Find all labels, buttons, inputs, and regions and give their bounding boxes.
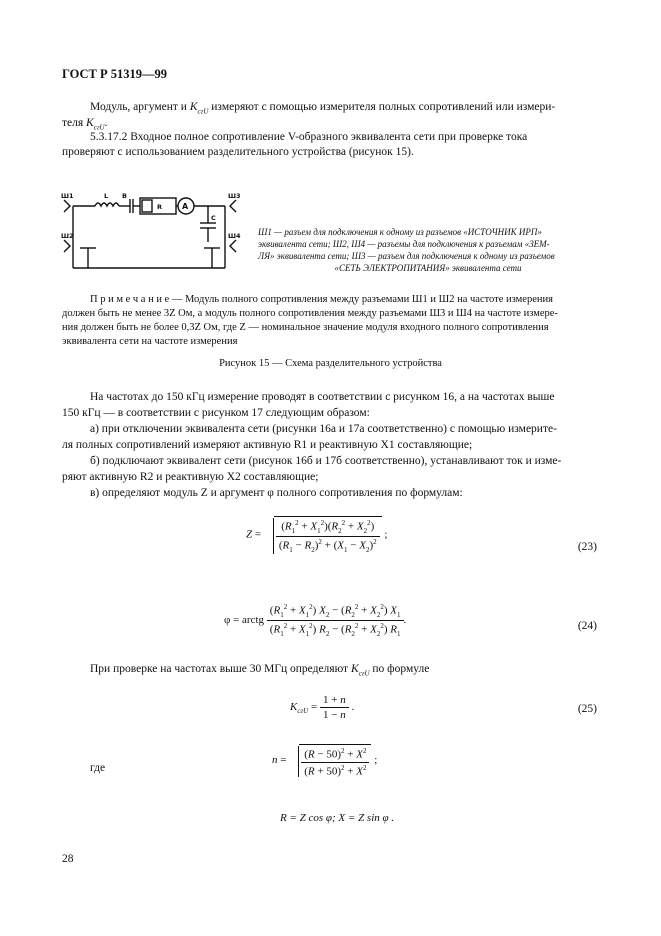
- body-line-3: а) при отключении эквивалента сети (рисунки 16а и 17а соответственно) с помощью измерите-: [90, 423, 557, 435]
- label-sh4: Ш4: [228, 232, 241, 240]
- equation-24: φ = arctg $\frac{(R_1^2 + X_1^2) X_2 - (R_2^2 + X_2^2) X_1}{(R_1^2 + X_1^2) R_2 - (R_2^2 + X_2^2) R_1}$ .: [224, 603, 407, 638]
- equation-25-number: (25): [577, 703, 597, 715]
- equation-25: $K_{сгU}$ = $\frac{1 + n}{1 - n}$ .: [290, 694, 355, 721]
- above30-line: [90, 661, 429, 681]
- body-line-2: 150 кГц — в соответствии с рисунком 17 следующим образом:: [62, 407, 370, 419]
- k-symbol-2: K: [86, 117, 94, 129]
- k-symbol: K: [189, 101, 198, 113]
- body-line-7: в) определяют модуль Z и аргумент φ полного сопротивления по формулам:: [90, 487, 463, 499]
- equation-23-number: (23): [577, 541, 597, 553]
- label-capacitor: C: [211, 214, 216, 222]
- note-line-3: ния должен быть не более 0,3Z Ом, где Z — номинальное значение модуля входного полного сопротивления: [62, 322, 549, 333]
- k-symbol-3: K: [350, 663, 359, 675]
- eq24-lhs: φ = arctg: [224, 613, 265, 626]
- note-line-1: П р и м е ч а н и е — Модуль полного сопротивления между разъемами Ш1 и Ш2 на частоте измерения: [90, 294, 553, 305]
- intro-text-4: .: [104, 117, 108, 129]
- legend-line-2: эквивалента сети; Ш2, Ш4 — разъемы для подключения к разъемам «ЗЕМ-: [258, 239, 550, 249]
- body-paragraph: [62, 389, 599, 501]
- k-subscript-2: сгU: [93, 123, 105, 132]
- intro-text-2: измеряют с помощью измерителя полных сопротивлений или измери-: [208, 101, 556, 113]
- intro-text-1: Модуль, аргумент и: [90, 101, 190, 113]
- k-subscript-3: сгU: [358, 669, 370, 678]
- label-B: B: [122, 192, 127, 200]
- above30-text: При проверке на частотах выше 30 МГц определяют: [90, 663, 349, 675]
- equation-n: n = $\frac{(R - 50)^2 + X^2}{(R + 50)^2 + X^2}$ ;: [272, 744, 377, 777]
- body-line-5: б) подключают эквивалент сети (рисунок 16б и 17б соответственно), устанавливают ток и изме-: [90, 455, 562, 467]
- equation-24-number: (24): [577, 620, 597, 632]
- body-line-6: ряют активную R2 и реактивную X2 составляющие;: [62, 471, 319, 483]
- intro-text-3: теля: [62, 117, 87, 129]
- r-x-definitions: R = Z cos φ; X = Z sin φ .: [280, 812, 395, 824]
- label-sh1: Ш1: [61, 192, 74, 200]
- label-ammeter: A: [182, 202, 189, 211]
- label-sh2: Ш2: [61, 232, 74, 240]
- where-word: где: [90, 762, 106, 774]
- label-inductor: L: [104, 192, 109, 200]
- body-line-1: На частотах до 150 кГц измерение проводят в соответствии с рисунком 16, а на частотах выше: [90, 391, 555, 403]
- para-5-3-17-2-line2: проверяют с использованием разделительного устройства (рисунок 15).: [62, 146, 414, 158]
- figure-legend: [258, 226, 598, 274]
- above30-text-b: по формуле: [372, 663, 430, 675]
- label-resistor: R: [157, 203, 163, 211]
- legend-line-4: «СЕТЬ ЭЛЕКТРОПИТАНИЯ» эквивалента сети: [334, 263, 522, 273]
- page-header: ГОСТ Р 51319—99: [62, 67, 168, 81]
- legend-line-3: ЛЯ» эквивалента сети; Ш3 — разъем для подключения к одному из разъемов: [258, 251, 555, 261]
- page-number: 28: [62, 853, 74, 865]
- figure-caption: Рисунок 15 — Схема разделительного устройства: [219, 358, 442, 369]
- body-line-4: ля полных сопротивлений измеряют активную R1 и реактивную X1 составляющие;: [62, 439, 473, 451]
- legend-line-1: Ш1 — разъем для подключения к одному из разъемов «ИСТОЧНИК ИРП»: [258, 227, 542, 237]
- equation-23: Z = $\frac{(R_1^2 + X_1^2)(R_2^2 + X_2^2)}{(R_1 - R_2)^2 + (X_1 - X_2)^2}$ ;: [246, 516, 387, 554]
- note-block: [62, 293, 599, 349]
- note-line-2: должен быть не менее 3Z Ом, а модуль полного сопротивления между разъемами Ш3 и Ш4 на частоте измере-: [62, 308, 558, 319]
- para-5-3-17-2: 5.3.17.2 Входное полное сопротивление V-образного эквивалента сети при проверке тока: [90, 131, 528, 143]
- intro-paragraph: [90, 99, 600, 119]
- note-line-4: эквивалента сети на частоте измерения: [62, 336, 238, 347]
- k-subscript: сгU: [197, 107, 209, 116]
- circuit-diagram: [60, 190, 245, 275]
- label-sh3: Ш3: [228, 192, 241, 200]
